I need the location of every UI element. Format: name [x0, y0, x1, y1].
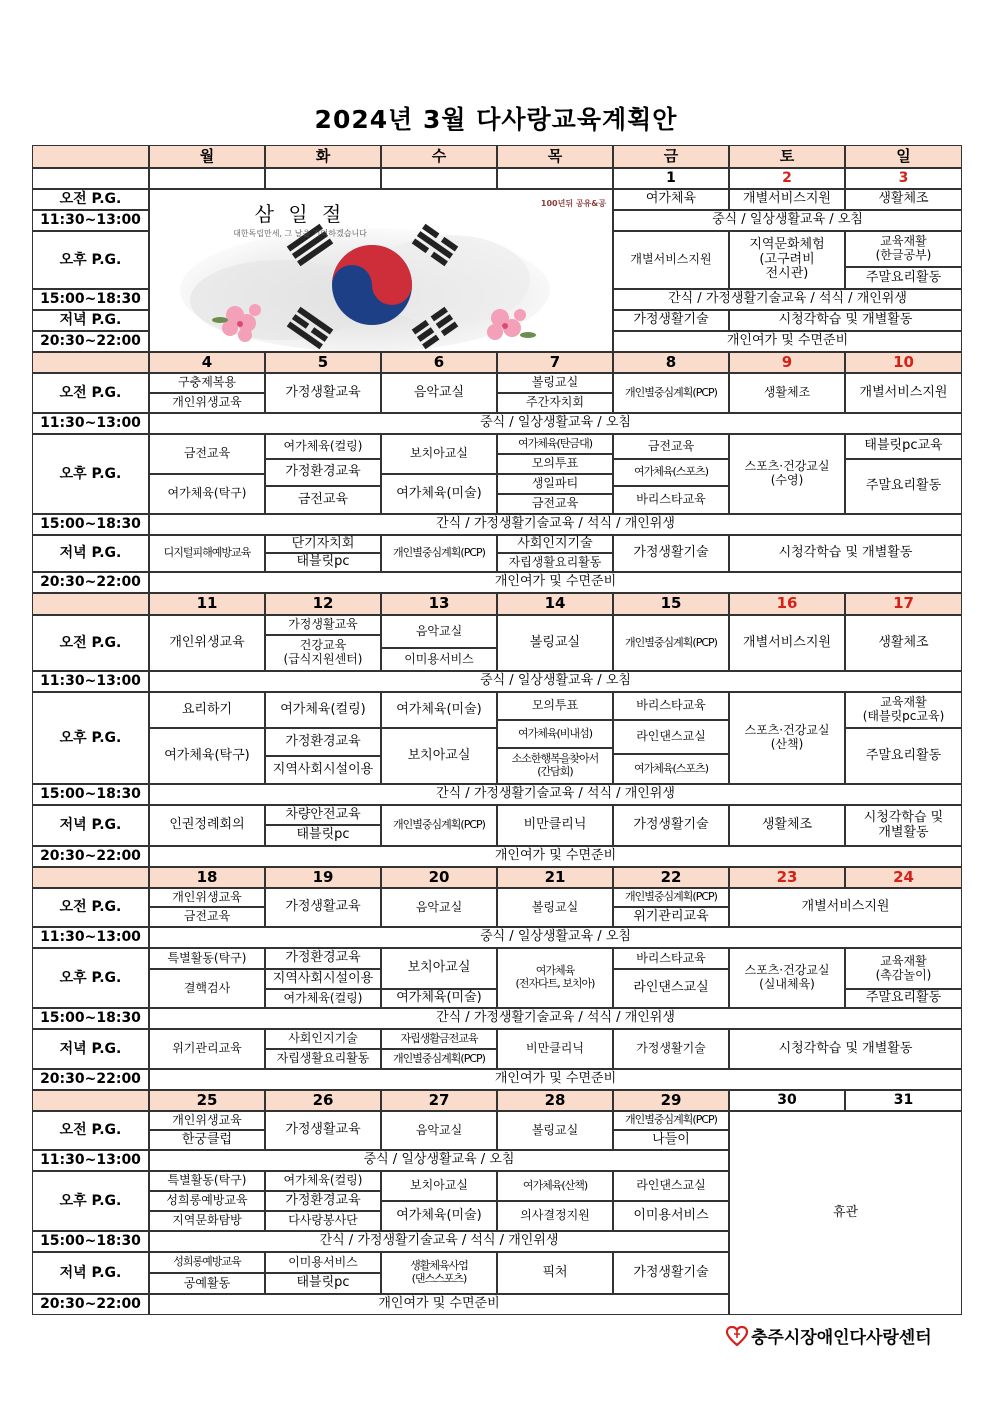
- schedule-cell: 17: [845, 593, 962, 615]
- closed-cell: 휴관: [729, 1111, 962, 1315]
- schedule-cell: 가정생활기술: [613, 1252, 729, 1294]
- schedule-cell: 20:30~22:00: [32, 1294, 149, 1315]
- schedule-cell: 13: [381, 593, 497, 615]
- schedule-cell: 위기관리교육: [613, 907, 729, 927]
- schedule-cell: 성희롱예방교육: [149, 1191, 265, 1211]
- schedule-cell: 15: [613, 593, 729, 615]
- schedule-cell: 23: [729, 867, 845, 888]
- schedule-cell: 간식 / 가정생활기술교육 / 석식 / 개인위생: [149, 1231, 729, 1252]
- schedule-cell: 금전교육: [149, 907, 265, 927]
- schedule-cell: 가정생활교육: [265, 615, 381, 635]
- schedule-cell: 보치아교실: [381, 1171, 497, 1201]
- schedule-cell: 개별서비스지원: [729, 888, 962, 927]
- schedule-cell: 개인위생교육: [149, 615, 265, 671]
- heart-logo-icon: [726, 1326, 748, 1346]
- schedule-cell: 건강교육 (급식지원센터): [265, 635, 381, 671]
- schedule-cell: 가정환경교육: [265, 1191, 381, 1211]
- schedule-cell: 태블릿pc교육: [845, 434, 962, 459]
- schedule-cell: 개별서비스지원: [729, 615, 845, 671]
- schedule-cell: 오후 P.G.: [32, 231, 149, 289]
- schedule-cell: 생활체육사업 (댄스스포츠): [381, 1252, 497, 1294]
- schedule-cell: 오후 P.G.: [32, 1171, 149, 1231]
- schedule-cell: 특별활동(탁구): [149, 948, 265, 969]
- schedule-cell: 가정생활기술: [613, 535, 729, 572]
- schedule-cell: 한궁클럽: [149, 1130, 265, 1150]
- schedule-cell: 음악교실: [381, 888, 497, 927]
- schedule-cell: 개인별중심계획(PCP): [381, 535, 497, 572]
- schedule-cell: 주말요리활동: [845, 728, 962, 784]
- schedule-cell: 22: [613, 867, 729, 888]
- schedule-cell: 가정환경교육: [265, 728, 381, 756]
- schedule-cell: 금전교육: [265, 486, 381, 514]
- schedule-cell: 자립생활금전교육: [381, 1029, 497, 1049]
- schedule-cell: 일: [845, 145, 962, 168]
- schedule-cell: 구충제복용: [149, 373, 265, 393]
- schedule-cell: 주말요리활동: [845, 459, 962, 514]
- holiday-banner: [149, 189, 613, 352]
- schedule-cell: 28: [497, 1090, 613, 1111]
- schedule-cell: 보치아교실: [381, 434, 497, 474]
- schedule-cell: 라인댄스교실: [613, 969, 729, 1008]
- schedule-cell: 금전교육: [149, 434, 265, 474]
- schedule-cell: 이미용서비스: [613, 1201, 729, 1231]
- schedule-cell: 금: [613, 145, 729, 168]
- schedule-cell: 가정생활교육: [265, 1111, 381, 1150]
- schedule-cell: 개인여가 및 수면준비: [149, 1069, 962, 1090]
- schedule-cell: 27: [381, 1090, 497, 1111]
- schedule-cell: 중식 / 일상생활교육 / 오침: [149, 671, 962, 692]
- schedule-cell: 20: [381, 867, 497, 888]
- schedule-cell: 교육재활 (촉감놀이): [845, 948, 962, 989]
- schedule-cell: 여가체육(컬링): [265, 989, 381, 1008]
- schedule-cell: 바리스타교육: [613, 948, 729, 969]
- schedule-cell: 볼링교실: [497, 373, 613, 393]
- schedule-cell: 간식 / 가정생활기술교육 / 석식 / 개인위생: [149, 784, 962, 805]
- schedule-cell: 개인여가 및 수면준비: [149, 572, 962, 593]
- schedule-cell: 생활체조: [729, 805, 845, 846]
- schedule-cell: [149, 168, 265, 189]
- schedule-cell: 스포츠·건강교실 (실내체육): [729, 948, 845, 1008]
- schedule-cell: 생활체조: [729, 373, 845, 413]
- schedule-cell: 25: [149, 1090, 265, 1111]
- schedule-cell: 간식 / 가정생활기술교육 / 석식 / 개인위생: [149, 1008, 962, 1029]
- schedule-cell: 음악교실: [381, 373, 497, 413]
- schedule-cell: 오전 P.G.: [32, 189, 149, 210]
- schedule-cell: 생일파티: [497, 474, 613, 494]
- schedule-cell: 성희롱예방교육: [149, 1252, 265, 1273]
- schedule-cell: 결핵검사: [149, 969, 265, 1008]
- schedule-cell: 개인별중심계획(PCP): [613, 373, 729, 413]
- schedule-cell: 개인별중심계획(PCP): [613, 888, 729, 907]
- schedule-cell: 15:00~18:30: [32, 1231, 149, 1252]
- schedule-cell: 보치아교실: [381, 948, 497, 989]
- schedule-cell: [32, 352, 149, 373]
- schedule-cell: 가정생활기술: [613, 310, 729, 331]
- schedule-cell: 10: [845, 352, 962, 373]
- schedule-cell: 여가체육(미술): [381, 989, 497, 1008]
- schedule-cell: 12: [265, 593, 381, 615]
- schedule-cell: 음악교실: [381, 615, 497, 648]
- schedule-cell: [265, 168, 381, 189]
- schedule-cell: 시청각학습 및 개별활동: [729, 535, 962, 572]
- schedule-cell: 개인위생교육: [149, 1111, 265, 1130]
- schedule-cell: 개인별중심계획(PCP): [381, 805, 497, 846]
- schedule-cell: 모의투표: [497, 692, 613, 720]
- schedule-cell: 화: [265, 145, 381, 168]
- schedule-cell: 여가체육(비내섬): [497, 720, 613, 748]
- schedule-table: [32, 145, 962, 1315]
- schedule-cell: 교육재활 (한글공부): [845, 231, 962, 267]
- schedule-cell: 차량안전교육: [265, 805, 381, 825]
- schedule-cell: 수: [381, 145, 497, 168]
- schedule-cell: 중식 / 일상생활교육 / 오침: [149, 1150, 729, 1171]
- schedule-cell: 시청각학습 및 개별활동: [729, 1029, 962, 1069]
- schedule-cell: 저녁 P.G.: [32, 310, 149, 331]
- schedule-cell: 스포츠·건강교실 (수영): [729, 434, 845, 514]
- schedule-cell: 월: [149, 145, 265, 168]
- schedule-cell: 라인댄스교실: [613, 720, 729, 754]
- schedule-cell: 저녁 P.G.: [32, 805, 149, 846]
- schedule-cell: 의사결정지원: [497, 1201, 613, 1231]
- schedule-cell: 가정생활기술: [613, 1029, 729, 1069]
- schedule-cell: 음악교실: [381, 1111, 497, 1150]
- schedule-cell: 15:00~18:30: [32, 1008, 149, 1029]
- schedule-cell: 개별서비스지원: [845, 373, 962, 413]
- schedule-cell: 이미용서비스: [265, 1252, 381, 1273]
- schedule-cell: 여가체육(산책): [497, 1171, 613, 1201]
- schedule-cell: 여가체육(탁구): [149, 728, 265, 784]
- schedule-cell: 20:30~22:00: [32, 572, 149, 593]
- schedule-cell: 개별서비스지원: [729, 189, 845, 210]
- schedule-cell: 위기관리교육: [149, 1029, 265, 1069]
- schedule-cell: [381, 168, 497, 189]
- schedule-cell: 개인별중심계획(PCP): [613, 1111, 729, 1130]
- schedule-cell: 나들이: [613, 1130, 729, 1150]
- schedule-cell: 가정환경교육: [265, 948, 381, 969]
- schedule-cell: 공예활동: [149, 1273, 265, 1294]
- schedule-cell: 시청각학습 및 개별활동: [845, 805, 962, 846]
- schedule-cell: 저녁 P.G.: [32, 535, 149, 572]
- schedule-cell: 바리스타교육: [613, 486, 729, 514]
- schedule-cell: [32, 145, 149, 168]
- schedule-cell: 11:30~13:00: [32, 671, 149, 692]
- schedule-cell: 14: [497, 593, 613, 615]
- schedule-cell: 20:30~22:00: [32, 1069, 149, 1090]
- schedule-cell: 토: [729, 145, 845, 168]
- schedule-cell: 7: [497, 352, 613, 373]
- schedule-cell: 오후 P.G.: [32, 434, 149, 514]
- schedule-cell: 개인여가 및 수면준비: [613, 331, 962, 352]
- schedule-cell: 특별활동(탁구): [149, 1171, 265, 1191]
- schedule-cell: 태블릿pc: [265, 553, 381, 572]
- schedule-cell: 여가체육(컬링): [265, 692, 381, 728]
- schedule-cell: 주말요리활동: [845, 989, 962, 1008]
- schedule-cell: 오전 P.G.: [32, 888, 149, 927]
- schedule-cell: 15:00~18:30: [32, 784, 149, 805]
- schedule-cell: 지역문화탐방: [149, 1211, 265, 1231]
- schedule-cell: 1: [613, 168, 729, 189]
- schedule-cell: 생활체조: [845, 189, 962, 210]
- schedule-cell: 비만클리닉: [497, 1029, 613, 1069]
- schedule-cell: 태블릿pc: [265, 825, 381, 846]
- schedule-cell: 11:30~13:00: [32, 210, 149, 231]
- schedule-cell: 오전 P.G.: [32, 373, 149, 413]
- schedule-cell: 가정환경교육: [265, 459, 381, 486]
- schedule-cell: 사회인지기술: [265, 1029, 381, 1049]
- schedule-cell: 사회인지기술: [497, 535, 613, 553]
- schedule-cell: 6: [381, 352, 497, 373]
- schedule-cell: 오전 P.G.: [32, 615, 149, 671]
- schedule-cell: 3: [845, 168, 962, 189]
- schedule-cell: 금전교육: [613, 434, 729, 459]
- schedule-cell: 20:30~22:00: [32, 331, 149, 352]
- schedule-cell: 여가체육(미술): [381, 692, 497, 728]
- schedule-cell: 바리스타교육: [613, 692, 729, 720]
- schedule-cell: 저녁 P.G.: [32, 1029, 149, 1069]
- schedule-cell: 중식 / 일상생활교육 / 오침: [149, 413, 962, 434]
- schedule-cell: 여가체육(컬링): [265, 1171, 381, 1191]
- schedule-cell: 31: [845, 1090, 962, 1111]
- page-title: 2024년 3월 다사랑교육계획안: [314, 105, 678, 134]
- schedule-cell: 여가체육(미술): [381, 1201, 497, 1231]
- footer-org: [726, 1323, 932, 1348]
- schedule-cell: [32, 1090, 149, 1111]
- schedule-cell: 오전 P.G.: [32, 1111, 149, 1150]
- schedule-cell: 개인여가 및 수면준비: [149, 1294, 729, 1315]
- schedule-cell: 중식 / 일상생활교육 / 오침: [149, 927, 962, 948]
- schedule-cell: 픽처: [497, 1252, 613, 1294]
- schedule-cell: 금전교육: [497, 494, 613, 514]
- schedule-cell: 4: [149, 352, 265, 373]
- schedule-cell: 가정생활기술: [613, 805, 729, 846]
- schedule-cell: 여가체육(탄금대): [497, 434, 613, 454]
- schedule-cell: 30: [729, 1090, 845, 1111]
- schedule-cell: [32, 593, 149, 615]
- schedule-cell: 개인위생교육: [149, 393, 265, 413]
- schedule-cell: 요리하기: [149, 692, 265, 728]
- schedule-cell: 11:30~13:00: [32, 1150, 149, 1171]
- schedule-cell: 24: [845, 867, 962, 888]
- schedule-cell: 지역사회시설이용: [265, 756, 381, 784]
- schedule-cell: 29: [613, 1090, 729, 1111]
- holiday-title: 삼 일 절: [254, 202, 346, 226]
- schedule-cell: 저녁 P.G.: [32, 1252, 149, 1294]
- schedule-cell: 볼링교실: [497, 888, 613, 927]
- schedule-cell: 여가체육(미술): [381, 474, 497, 514]
- schedule-cell: 2: [729, 168, 845, 189]
- schedule-cell: 여가체육(탁구): [149, 474, 265, 514]
- schedule-cell: 16: [729, 593, 845, 615]
- schedule-cell: 인권정례회의: [149, 805, 265, 846]
- schedule-cell: 가정생활교육: [265, 373, 381, 413]
- schedule-cell: 중식 / 일상생활교육 / 오침: [613, 210, 962, 231]
- schedule-cell: 5: [265, 352, 381, 373]
- schedule-cell: [32, 867, 149, 888]
- schedule-cell: 지역문화체험 (고구려비 전시관): [729, 231, 845, 289]
- schedule-cell: 여가체육(스포츠): [613, 459, 729, 486]
- schedule-cell: 교육재활 (태블릿pc교육): [845, 692, 962, 728]
- schedule-cell: 11:30~13:00: [32, 927, 149, 948]
- schedule-cell: 목: [497, 145, 613, 168]
- schedule-cell: 볼링교실: [497, 1111, 613, 1150]
- schedule-cell: 여가체육(컬링): [265, 434, 381, 459]
- schedule-cell: 주말요리활동: [845, 267, 962, 289]
- schedule-cell: 오후 P.G.: [32, 948, 149, 1008]
- schedule-cell: 여가체육: [613, 189, 729, 210]
- schedule-cell: 20:30~22:00: [32, 846, 149, 867]
- schedule-cell: 개인위생교육: [149, 888, 265, 907]
- schedule-cell: 모의투표: [497, 454, 613, 474]
- schedule-cell: [497, 168, 613, 189]
- schedule-cell: 여가체육 (전자다트, 보치아): [497, 948, 613, 1008]
- schedule-cell: 태블릿pc: [265, 1273, 381, 1294]
- footer-org-name: 충주시장애인다사랑센터: [751, 1328, 932, 1348]
- schedule-cell: 주간자치회: [497, 393, 613, 413]
- schedule-cell: 오후 P.G.: [32, 692, 149, 784]
- schedule-cell: 다사랑봉사단: [265, 1211, 381, 1231]
- schedule-cell: 보치아교실: [381, 728, 497, 784]
- schedule-cell: 비만클리닉: [497, 805, 613, 846]
- schedule-cell: 자립생활요리활동: [497, 553, 613, 572]
- schedule-cell: 볼링교실: [497, 615, 613, 671]
- schedule-cell: 소소한행복을찾아서 (간담회): [497, 748, 613, 784]
- schedule-cell: 지역사회시설이용: [265, 969, 381, 989]
- schedule-cell: 26: [265, 1090, 381, 1111]
- schedule-cell: 스포츠·건강교실 (산책): [729, 692, 845, 784]
- schedule-cell: [32, 168, 149, 189]
- schedule-cell: 11:30~13:00: [32, 413, 149, 434]
- schedule-cell: 9: [729, 352, 845, 373]
- schedule-cell: 개인별중심계획(PCP): [613, 615, 729, 671]
- holiday-subtitle: 대한독립만세, 그 날을 기억하겠습니다: [233, 229, 367, 238]
- schedule-cell: 19: [265, 867, 381, 888]
- schedule-cell: 단기자치회: [265, 535, 381, 553]
- schedule-cell: 21: [497, 867, 613, 888]
- schedule-cell: 이미용서비스: [381, 648, 497, 671]
- schedule-cell: 11: [149, 593, 265, 615]
- schedule-cell: 개인여가 및 수면준비: [149, 846, 962, 867]
- schedule-cell: 디지털피해예방교육: [149, 535, 265, 572]
- schedule-cell: 생활체조: [845, 615, 962, 671]
- schedule-cell: 15:00~18:30: [32, 514, 149, 535]
- schedule-cell: 18: [149, 867, 265, 888]
- schedule-cell: 15:00~18:30: [32, 289, 149, 310]
- schedule-cell: 개별서비스지원: [613, 231, 729, 289]
- holiday-brand: 100년뒤 공유&공: [540, 199, 606, 208]
- schedule-cell: 자립생활요리활동: [265, 1049, 381, 1069]
- schedule-cell: 여가체육(스포츠): [613, 754, 729, 784]
- schedule-cell: 시청각학습 및 개별활동: [729, 310, 962, 331]
- schedule-cell: 가정생활교육: [265, 888, 381, 927]
- schedule-cell: 간식 / 가정생활기술교육 / 석식 / 개인위생: [613, 289, 962, 310]
- schedule-cell: 8: [613, 352, 729, 373]
- schedule-cell: 간식 / 가정생활기술교육 / 석식 / 개인위생: [149, 514, 962, 535]
- schedule-cell: 라인댄스교실: [613, 1171, 729, 1201]
- schedule-cell: 개인별중심계획(PCP): [381, 1049, 497, 1069]
